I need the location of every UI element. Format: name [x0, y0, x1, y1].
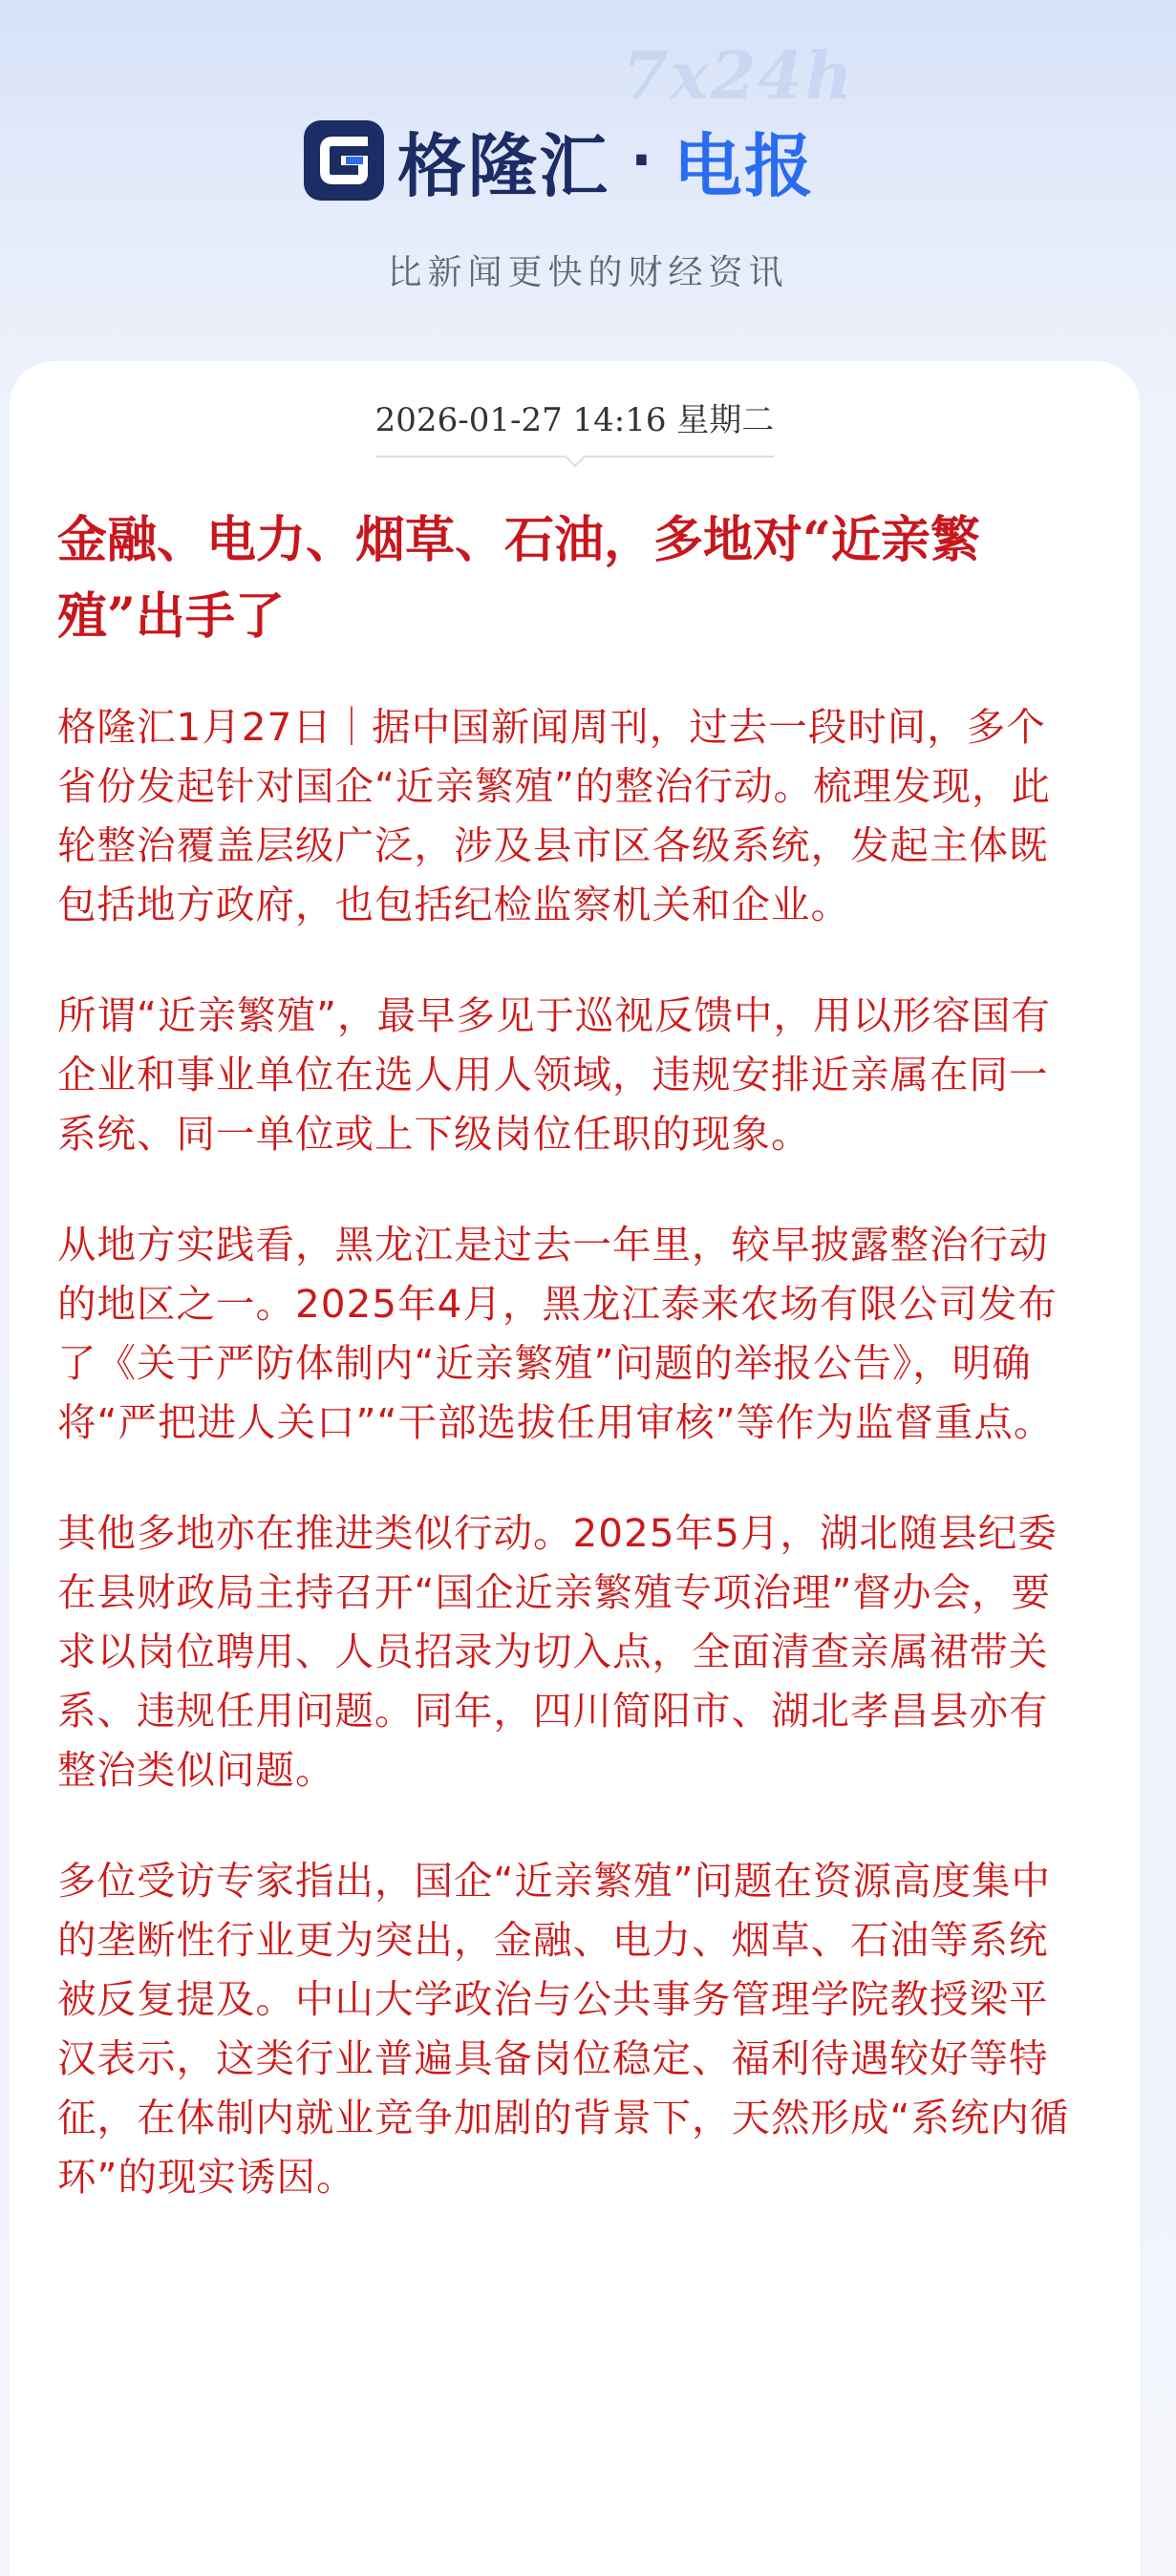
date-row — [10, 394, 1140, 458]
watermark-text: 7x24h — [623, 38, 854, 115]
article-paragraph: 格隆汇1月27日｜据中国新闻周刊，过去一段时间，多个省份发起针对国企“近亲繁殖”的整治行动。梳理发现，此轮整治覆盖层级广泛，涉及县市区各级系统，发起主体既包括地方政府，也包括纪检监察机关和企业。 — [57, 704, 1051, 927]
article-card — [10, 361, 1140, 2576]
gelonghui-g-logo-icon — [304, 120, 384, 201]
brand-separator: · — [631, 127, 652, 194]
brand-sub: 电报 — [673, 126, 815, 206]
date-underline-notch — [565, 446, 587, 468]
article-paragraph: 多位受访专家指出，国企“近亲繁殖”问题在资源高度集中的垄断性行业更为突出，金融、电力、烟草、石油等系统被反复提及。中山大学政治与公共事务管理学院教授梁平汉表示，这类行业普遍具备岗位稳定、福利待遇较好等特征，在体制内就业竞争加剧的背景下，天然形成“系统内循环”的现实诱因。 — [57, 1858, 1070, 2200]
brand-name: 格隆汇 — [397, 126, 610, 206]
datetime-text: 2026-01-27 14:16 星期二 — [374, 401, 775, 439]
article-headline: 金融、电力、烟草、石油，多地对“近亲繁殖”出手了 — [57, 511, 980, 646]
header-banner — [0, 0, 1176, 363]
publish-datetime — [375, 394, 775, 458]
article-paragraph: 从地方实践看，黑龙江是过去一年里，较早披露整治行动的地区之一。2025年4月，黑龙江泰来农场有限公司发布了《关于严防体制内“近亲繁殖”问题的举报公告》，明确将“严把进人关口”“干部选拔任用审核”等作为监督重点。 — [57, 1222, 1058, 1445]
article-paragraph: 其他多地亦在推进类似行动。2025年5月，湖北随县纪委在县财政局主持召开“国企近亲繁殖专项治理”督办会，要求以岗位聘用、人员招录为切入点，全面清查亲属裙带关系、违规任用问题。同年，四川简阳市、湖北孝昌县亦有整治类似问题。 — [57, 1510, 1058, 1793]
article-paragraph: 所谓“近亲繁殖”，最早多见于巡视反馈中，用以形容国有企业和事业单位在选人用人领域，违规安排近亲属在同一系统、同一单位或上下级岗位任职的现象。 — [57, 992, 1051, 1157]
article-body — [57, 697, 1070, 2258]
brand-lockup — [304, 113, 815, 208]
tagline: 比新闻更快的财经资讯 — [387, 253, 789, 292]
